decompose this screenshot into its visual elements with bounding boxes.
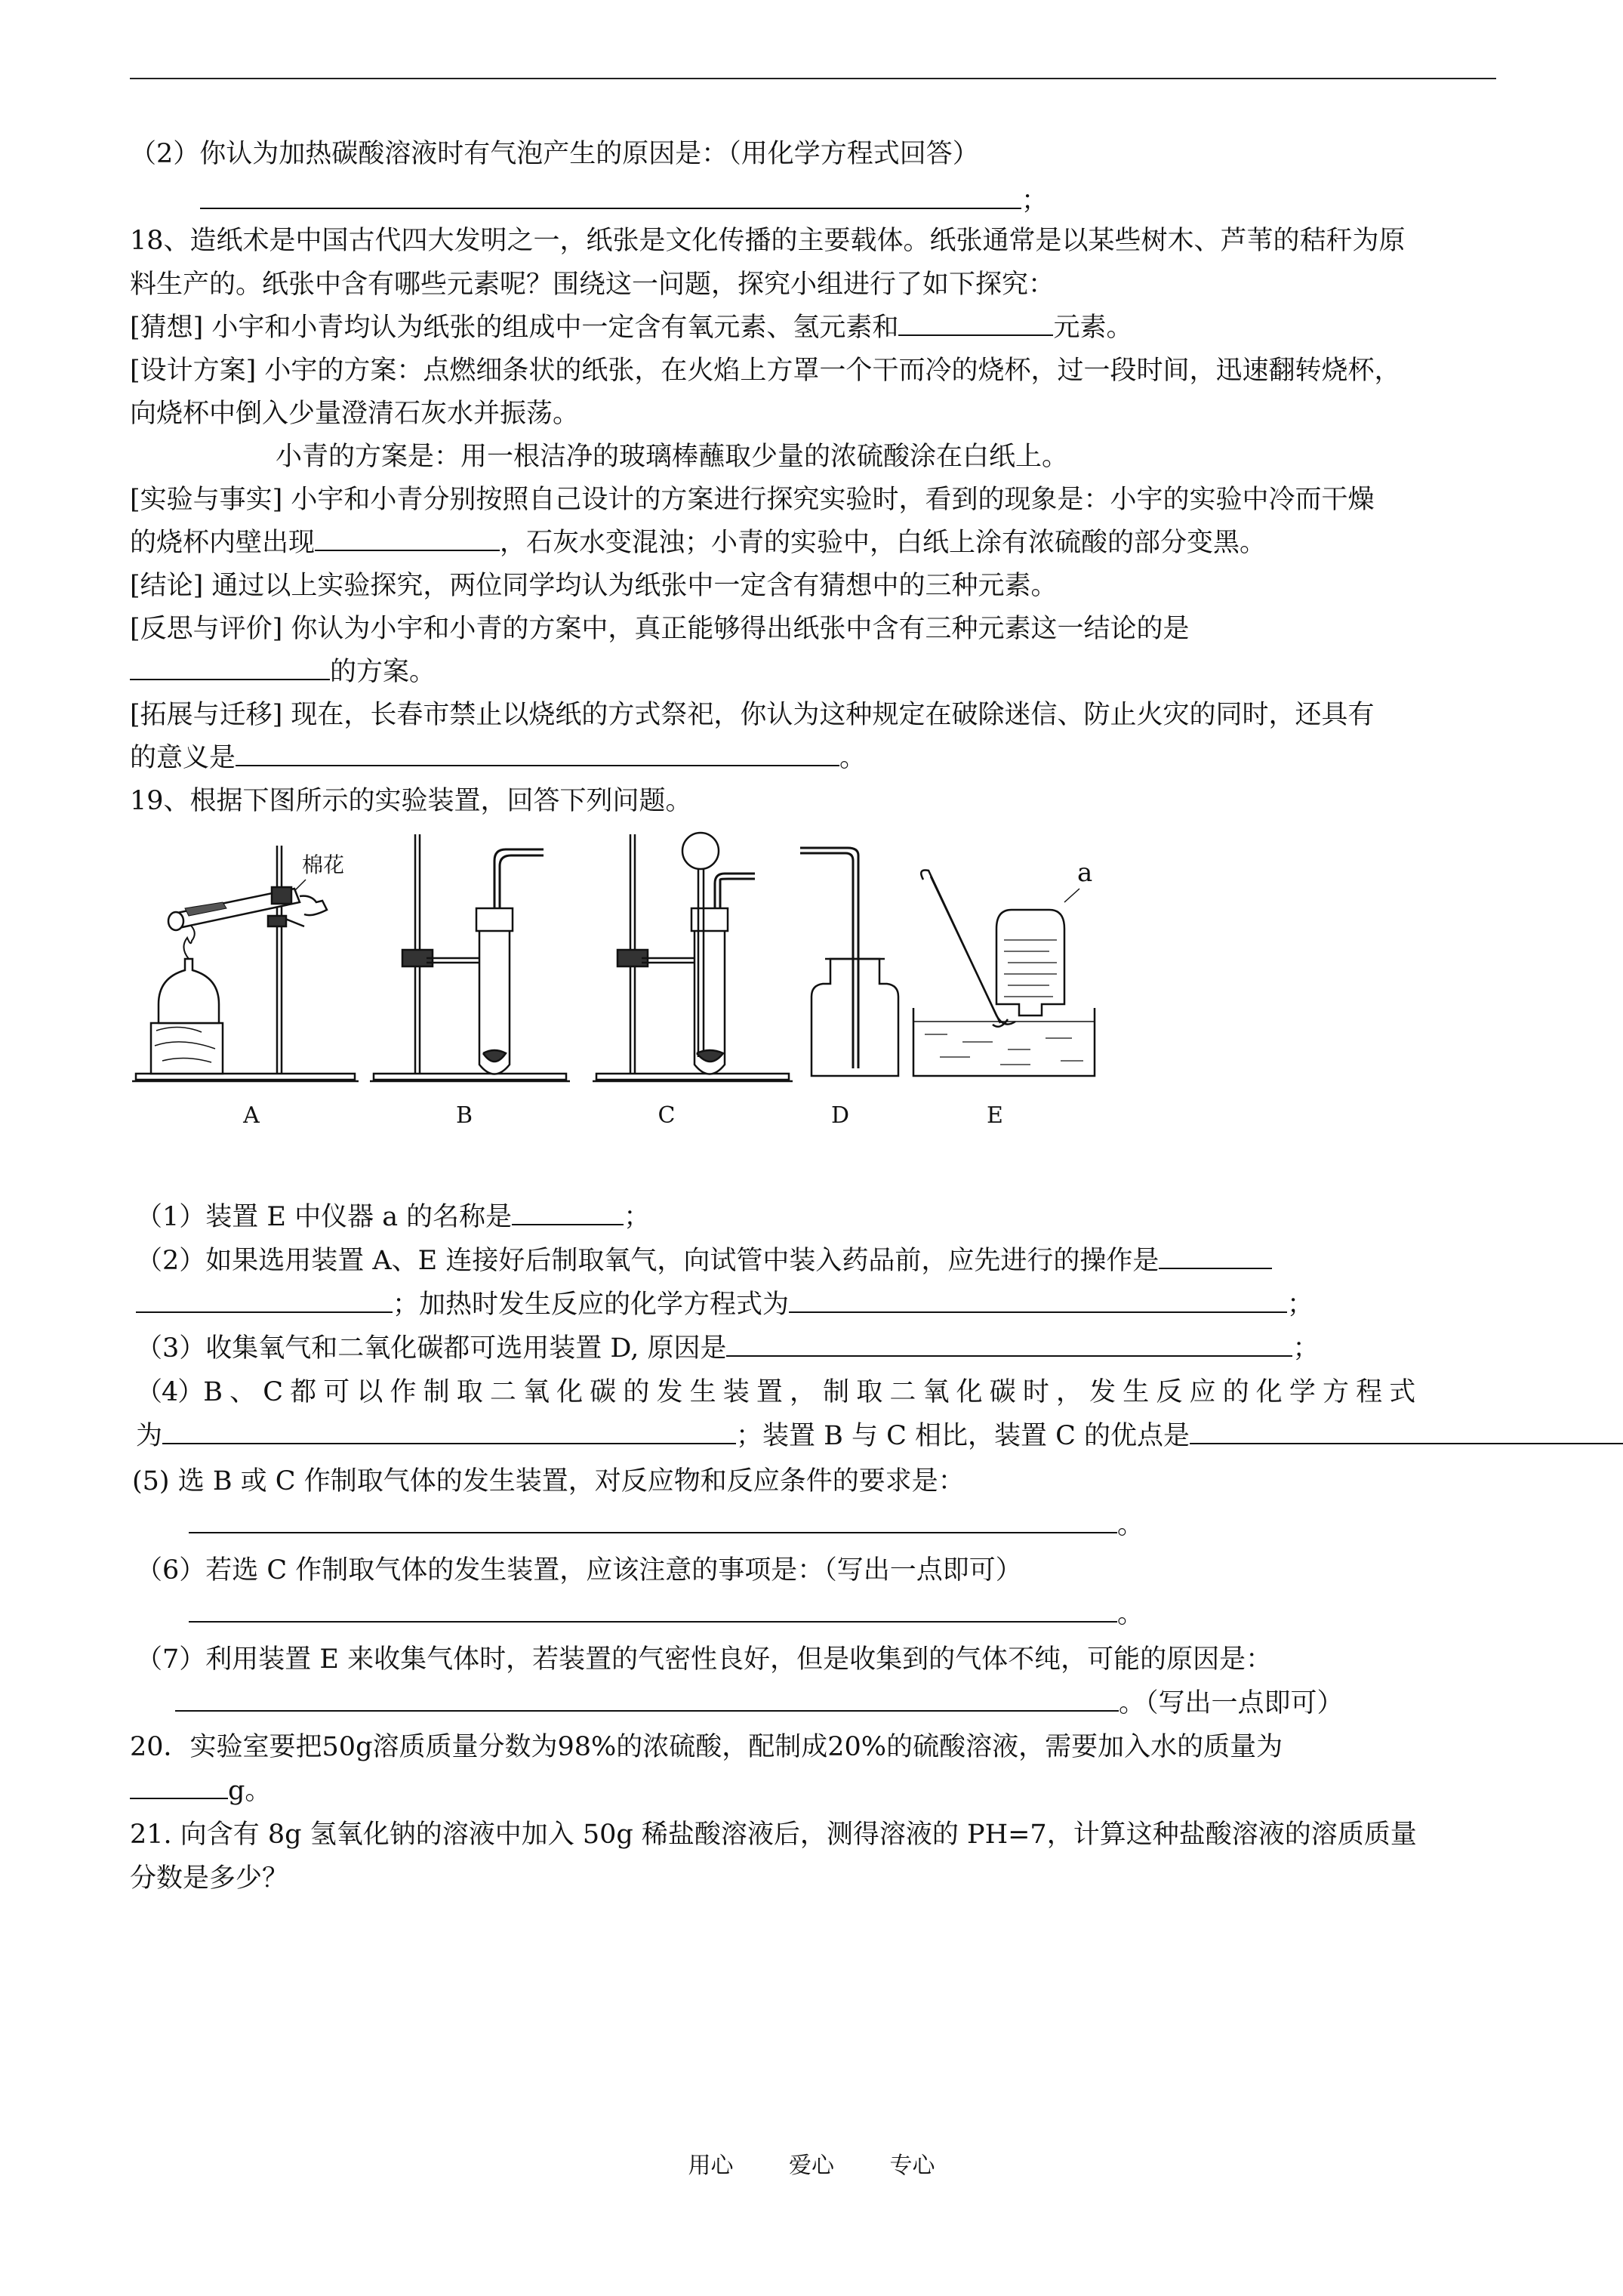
q20-line1: 20．实验室要把50g溶质质量分数为98%的浓硫酸，配制成20%的硫酸溶液，需要加入水的质量为 <box>130 1732 1283 1762</box>
q18-conclusion: [结论] 通过以上实验探究，两位同学均认为纸张中一定含有猜想中的三种元素。 <box>130 571 1058 601</box>
reflect-blank[interactable] <box>130 658 330 680</box>
q18-extend-1: [拓展与迁移] 现在，长春市禁止以烧纸的方式祭祀，你认为这种规定在破除迷信、防止火灾的同时，还具有 <box>130 700 1375 730</box>
footer-word-2: 爱心 <box>789 2153 834 2179</box>
q19-part2-line1: （2）如果选用装置 A、E 连接好后制取氧气，向试管中装入药品前，应先进行的操作是 <box>136 1244 1272 1277</box>
label-e: E <box>987 1102 1003 1129</box>
blank-5[interactable] <box>189 1511 1117 1533</box>
q18-fact-1: [实验与事实] 小宇和小青分别按照自己设计的方案进行探究实验时，看到的现象是：小宇的实验中冷而干燥 <box>130 485 1375 515</box>
q17-part2: （2）你认为加热碳酸溶液时有气泡产生的原因是：（用化学方程式回答） <box>130 139 979 169</box>
q18-design-1: [设计方案] 小宇的方案：点燃细条状的纸张，在火焰上方罩一个干而冷的烧杯，过一段时间，迅速翻转烧杯， <box>130 356 1401 386</box>
q18-design-3: 小青的方案是：用一根洁净的玻璃棒蘸取少量的浓硫酸涂在白纸上。 <box>276 442 1069 472</box>
q19-part1: （1）装置 E 中仪器 a 的名称是 ； <box>136 1202 651 1232</box>
q19-title: 19、根据下图所示的实验装置，回答下列问题。 <box>130 786 692 816</box>
extend-blank[interactable] <box>236 744 839 766</box>
q18-guess: [猜想] 小宇和小青均认为纸张的组成中一定含有氧元素、氢元素和 元素。 <box>130 313 1133 343</box>
q19-part3: （3）收集氧气和二氧化碳都可选用装置 D, 原因是 ； <box>136 1333 1320 1364</box>
q21-line1: 21. 向含有 8g 氢氧化钠的溶液中加入 50g 稀盐酸溶液后，测得溶液的 PH=7，计算这种盐酸溶液的溶质质量 <box>130 1820 1417 1850</box>
apparatus-c <box>593 833 793 1081</box>
label-d: D <box>830 1102 850 1129</box>
q19-part4-line1: （4）B 、 C 都 可 以 作 制 取 二 氧 化 碳 的 发 生 装 置 ， 制 取 二 氧 化 碳 时 ， 发 生 反 应 的 化 学 方 程 式 <box>136 1377 1415 1407</box>
page-footer <box>0 2147 1623 2180</box>
blank-2b[interactable] <box>136 1290 393 1313</box>
blank-4a[interactable] <box>162 1422 736 1444</box>
instrument-a-label: a <box>1077 858 1093 888</box>
q18-fact-2: 的烧杯内壁出现 ，石灰水变混浊；小青的实验中，白纸上涂有浓硫酸的部分变黑。 <box>130 528 1267 558</box>
footer-word-1: 用心 <box>688 2153 734 2179</box>
q19-part7: （7）利用装置 E 来收集气体时，若装置的气密性良好，但是收集到的气体不纯，可能的原因是： <box>136 1644 1273 1675</box>
apparatus-d <box>800 848 898 1076</box>
blank-7[interactable] <box>175 1689 1119 1712</box>
label-b: B <box>455 1102 473 1129</box>
blank-6[interactable] <box>189 1600 1117 1623</box>
q18-reflect-2: 的方案。 <box>130 655 436 689</box>
blank-20[interactable] <box>130 1777 228 1799</box>
q21-line2: 分数是多少？ <box>130 1863 289 1894</box>
guess-blank[interactable] <box>898 313 1053 336</box>
apparatus-e <box>913 858 1095 1076</box>
q20-line2: g。 <box>130 1774 271 1808</box>
q18-intro-2: 料生产的。纸张中含有哪些元素呢？围绕这一问题，探究小组进行了如下探究： <box>130 270 1055 300</box>
label-a: A <box>243 1102 260 1129</box>
q19-part7-answer: 。（写出一点即可） <box>175 1687 1344 1720</box>
blank-2a[interactable] <box>1159 1247 1272 1269</box>
footer-word-3: 专心 <box>889 2153 935 2179</box>
apparatus-figure <box>132 827 1129 1136</box>
apparatus-b <box>370 834 570 1081</box>
cotton-label: 棉花 <box>302 852 345 877</box>
blank-3[interactable] <box>726 1334 1292 1357</box>
apparatus-a <box>132 846 359 1081</box>
q19-part6: （6）若选 C 作制取气体的发生装置，应该注意的事项是：（写出一点即可） <box>136 1555 1022 1586</box>
blank-4b[interactable] <box>1190 1422 1623 1444</box>
answer-blank[interactable] <box>200 186 1021 209</box>
q17-answer-line[interactable]: ； <box>200 184 1048 217</box>
q18-extend-2: 的意义是 。 <box>130 743 867 773</box>
fact-blank[interactable] <box>315 529 500 551</box>
q18-intro-1: 18、造纸术是中国古代四大发明之一，纸张是文化传播的主要载体。纸张通常是以某些树木、芦苇的秸秆为原 <box>130 226 1406 256</box>
blank-1[interactable] <box>512 1203 624 1225</box>
q18-reflect-1: [反思与评价] 你认为小宇和小青的方案中，真正能够得出纸张中含有三种元素这一结论的是 <box>130 614 1190 644</box>
label-c: C <box>658 1102 676 1129</box>
header-rule <box>130 78 1496 79</box>
q19-part6-answer: 。 <box>189 1598 1144 1631</box>
q19-part5: (5) 选 B 或 C 作制取气体的发生装置，对反应物和反应条件的要求是： <box>132 1466 965 1496</box>
q19-part5-answer: 。 <box>189 1509 1144 1542</box>
q19-part4-line2: 为 ；装置 B 与 C 相比，装置 C 的优点是 <box>136 1419 1623 1453</box>
q19-part2-line2: ；加热时发生反应的化学方程式为 ； <box>136 1288 1313 1321</box>
blank-2c[interactable] <box>789 1290 1287 1313</box>
q18-design-2: 向烧杯中倒入少量澄清石灰水并振荡。 <box>130 399 580 429</box>
